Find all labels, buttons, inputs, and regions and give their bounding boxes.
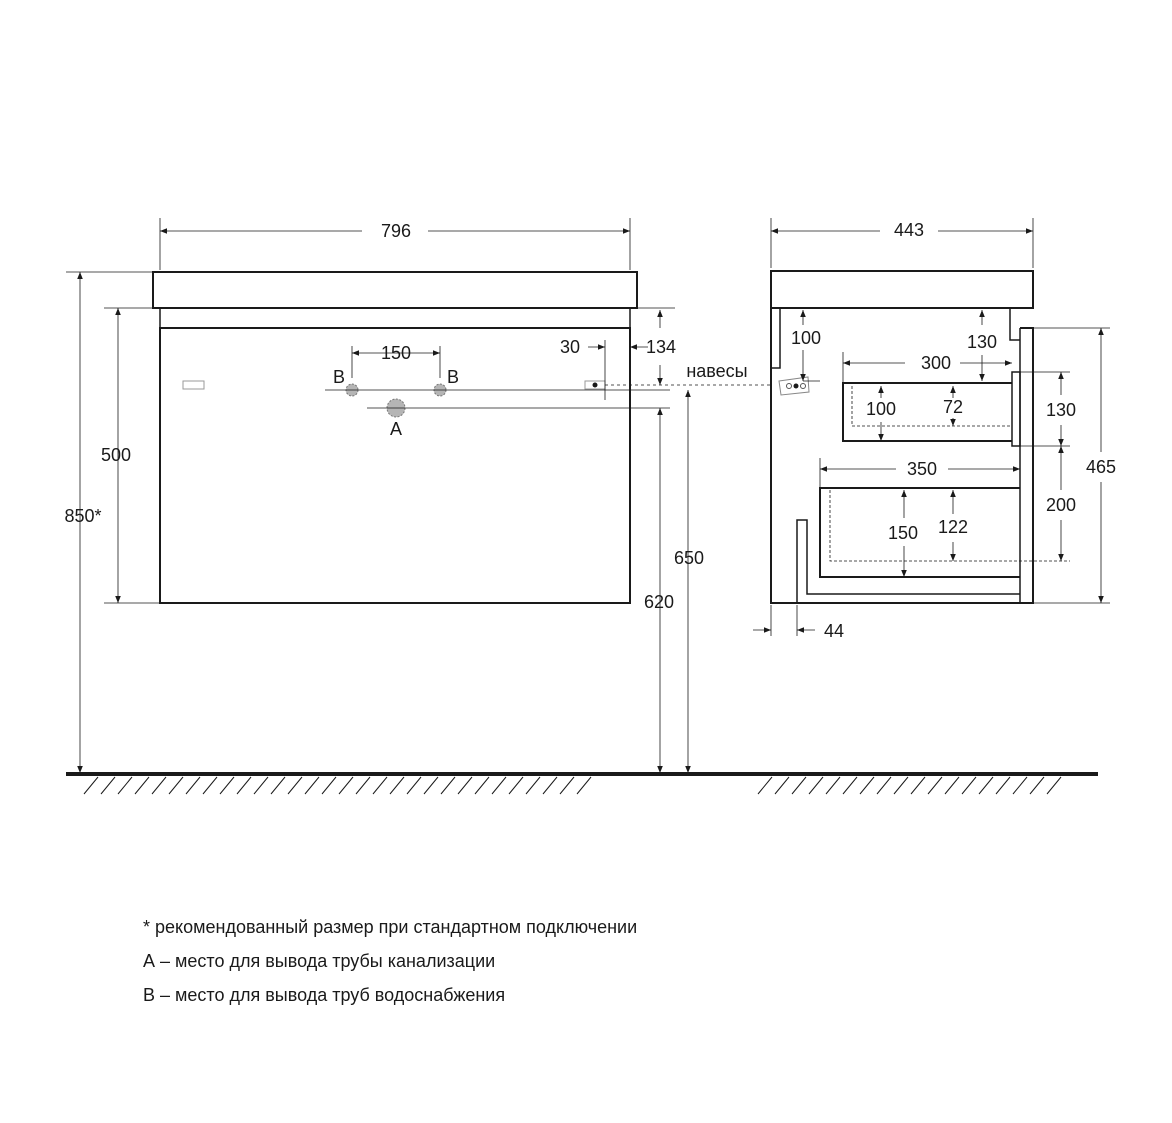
hatch-stroke (996, 777, 1010, 794)
hatch-stroke (877, 777, 891, 794)
hatch-stroke (322, 777, 336, 794)
pipe-a-label: A (389, 419, 403, 439)
note-drain-pipe: А – место для вывода трубы канализации (143, 951, 496, 971)
hatch-stroke (118, 777, 132, 794)
note-water-pipes: В – место для вывода труб водоснабжения (143, 985, 506, 1005)
hatch-stroke (237, 777, 251, 794)
hatch-stroke (1013, 777, 1027, 794)
hatch-stroke (560, 777, 574, 794)
hatch-stroke (809, 777, 823, 794)
hatch-stroke (1030, 777, 1044, 794)
right-hanger-dot-icon (593, 383, 598, 388)
hatch-stroke (135, 777, 149, 794)
hanger-offset-30-label: 30 (559, 337, 581, 357)
floor (66, 774, 1098, 794)
pipe-b-right-label: B (446, 367, 460, 387)
dim-465-label: 465 (1085, 457, 1117, 477)
hatch-stroke (843, 777, 857, 794)
upper-drawer-front (1012, 372, 1020, 446)
side-cabinet-outline (771, 308, 1033, 603)
dim-100-mid-label: 100 (865, 399, 897, 419)
dim-130-top-label: 130 (966, 332, 998, 352)
front-top-strip (160, 308, 630, 328)
dim-122-label: 122 (937, 517, 969, 537)
dim-300-label: 300 (920, 353, 952, 373)
hatch-stroke (1047, 777, 1061, 794)
front-panel-top (1010, 308, 1020, 340)
hatch-stroke (458, 777, 472, 794)
height-650-label: 650 (673, 548, 705, 568)
front-countertop (153, 272, 637, 308)
hatch-stroke (860, 777, 874, 794)
hatch-stroke (305, 777, 319, 794)
dim-150-label: 150 (887, 523, 919, 543)
front-cabinet-body (160, 328, 630, 603)
left-hanger-icon (183, 381, 204, 389)
hatch-stroke (577, 777, 591, 794)
rear-rail (771, 308, 780, 368)
hatch-stroke (339, 777, 353, 794)
hatch-stroke (945, 777, 959, 794)
hatch-stroke (441, 777, 455, 794)
hatch-stroke (826, 777, 840, 794)
hatch-stroke (271, 777, 285, 794)
hatch-stroke (254, 777, 268, 794)
dim-350-label: 350 (906, 459, 938, 479)
hatch-stroke (492, 777, 506, 794)
hatch-stroke (543, 777, 557, 794)
hatch-stroke (758, 777, 772, 794)
dim-100-top-label: 100 (790, 328, 822, 348)
hatch-stroke (962, 777, 976, 794)
top-offset-134-label: 134 (645, 337, 677, 357)
dim-130-right-label: 130 (1045, 400, 1077, 420)
height-850-label: 850* (64, 506, 102, 526)
hatch-stroke (84, 777, 98, 794)
floor-hatch-left (84, 777, 591, 794)
hatch-stroke (775, 777, 789, 794)
hatch-stroke (526, 777, 540, 794)
hatch-stroke (288, 777, 302, 794)
side-view (753, 218, 1110, 636)
hatch-stroke (475, 777, 489, 794)
front-view (66, 218, 770, 773)
side-countertop (771, 271, 1033, 308)
depth-443-label: 443 (893, 220, 925, 240)
width-796-label: 796 (380, 221, 412, 241)
hatch-stroke (407, 777, 421, 794)
hatch-stroke (928, 777, 942, 794)
hatch-stroke (220, 777, 234, 794)
hatch-stroke (152, 777, 166, 794)
hatch-stroke (186, 777, 200, 794)
hatch-stroke (101, 777, 115, 794)
pipe-spacing-150-label: 150 (380, 343, 412, 363)
hatch-stroke (509, 777, 523, 794)
note-recommended-size: * рекомендованный размер при стандартном подключении (143, 917, 638, 937)
dim-44-label: 44 (823, 621, 845, 641)
hatch-stroke (894, 777, 908, 794)
hatch-stroke (203, 777, 217, 794)
dim-72-label: 72 (942, 397, 964, 417)
hatch-stroke (424, 777, 438, 794)
height-620-label: 620 (643, 592, 675, 612)
lower-drawer-box (820, 488, 1020, 577)
hangers-label: навесы (686, 361, 748, 381)
pipe-b-left-label: B (332, 367, 346, 387)
notes-block (143, 910, 637, 1012)
hatch-stroke (979, 777, 993, 794)
hatch-stroke (356, 777, 370, 794)
hatch-stroke (792, 777, 806, 794)
hatch-stroke (911, 777, 925, 794)
height-500-label: 500 (100, 445, 132, 465)
hatch-stroke (390, 777, 404, 794)
floor-hatch-right (758, 777, 1061, 794)
dim-200-label: 200 (1045, 495, 1077, 515)
hanger-bracket-icon (779, 377, 809, 395)
hatch-stroke (373, 777, 387, 794)
hatch-stroke (169, 777, 183, 794)
